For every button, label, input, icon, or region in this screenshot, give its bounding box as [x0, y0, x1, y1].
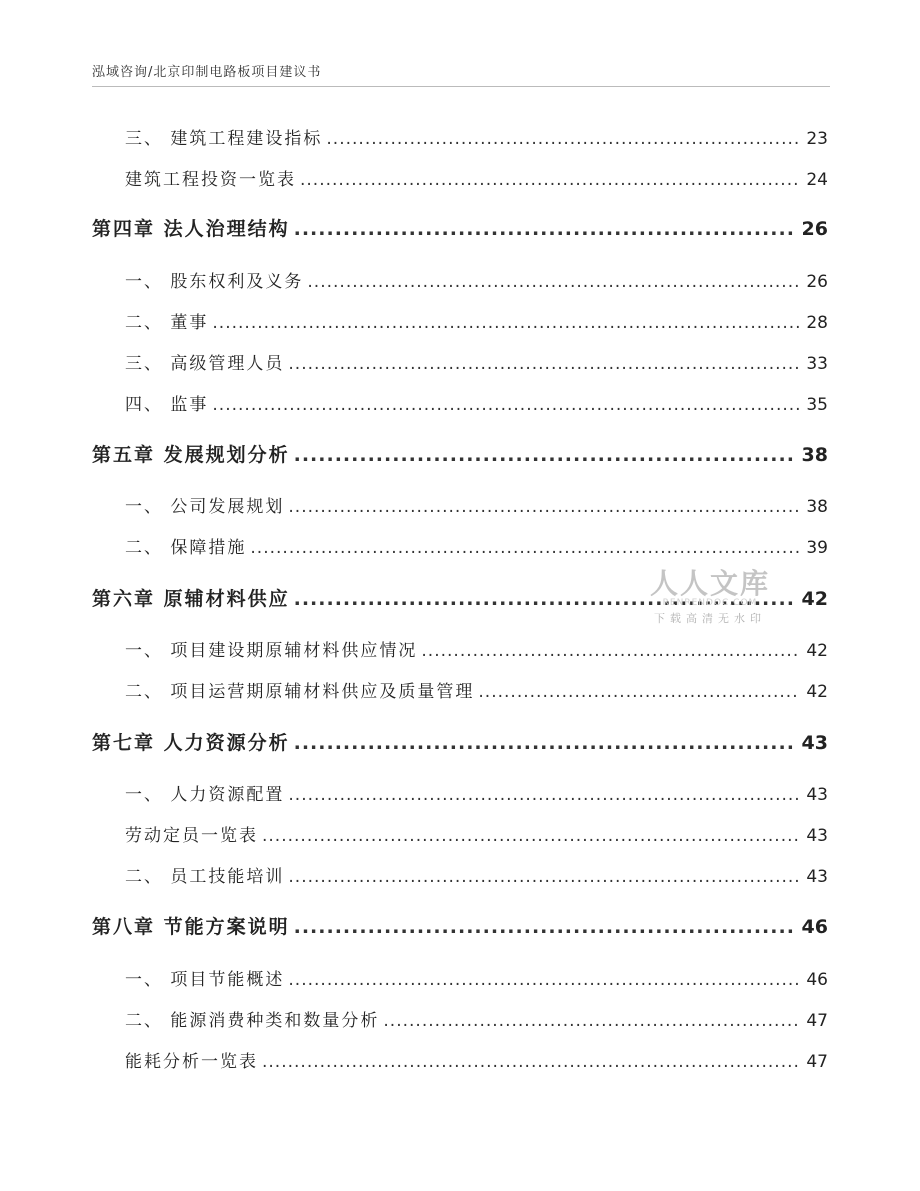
toc-entry-title: 四、 监事: [125, 395, 209, 415]
toc-chapter-page: 38: [801, 444, 828, 466]
toc-entry-title: 三、 建筑工程建设指标: [125, 129, 323, 149]
toc-entry-page: 43: [806, 826, 828, 846]
toc-entry-page: 33: [806, 354, 828, 374]
toc-chapter-title: 第四章 法人治理结构: [92, 218, 290, 240]
toc-entry-page: 43: [806, 867, 828, 887]
page-header: 泓域咨询/北京印制电路板项目建议书: [92, 65, 322, 80]
toc-leader: [294, 588, 796, 610]
toc-leader: [326, 129, 800, 149]
toc-leader: [383, 1011, 800, 1031]
toc-leader: [262, 1052, 800, 1072]
toc-entry-title: 二、 项目运营期原辅材料供应及质量管理: [125, 682, 475, 702]
toc-entry-page: 42: [806, 682, 828, 702]
toc-chapter-page: 26: [801, 218, 828, 240]
toc-leader: [307, 272, 800, 292]
toc-chapter[interactable]: [0, 584, 920, 611]
toc-entry[interactable]: [0, 124, 920, 149]
toc-chapter-page: 46: [801, 916, 828, 938]
toc-entry[interactable]: [0, 165, 920, 190]
watermark-tagline: 下载高清无水印: [654, 612, 766, 625]
toc-leader: [288, 867, 800, 887]
toc-entry-title: 二、 员工技能培训: [125, 867, 285, 887]
toc-entry-page: 46: [806, 970, 828, 990]
toc-entry-page: 35: [806, 395, 828, 415]
toc-entry[interactable]: [0, 821, 920, 846]
toc-entry-page: 23: [806, 129, 828, 149]
toc-entry[interactable]: [0, 1047, 920, 1072]
toc-entry-page: 24: [806, 170, 828, 190]
toc-leader: [262, 826, 800, 846]
toc-leader: [288, 970, 800, 990]
toc-entry[interactable]: [0, 862, 920, 887]
toc-entry-page: 28: [806, 313, 828, 333]
toc-entry-title: 一、 人力资源配置: [125, 785, 285, 805]
watermark-logo-text: 人人文库: [649, 567, 770, 600]
toc-chapter-title: 第七章 人力资源分析: [92, 732, 290, 754]
toc-entry[interactable]: [0, 349, 920, 374]
toc-entry[interactable]: [0, 390, 920, 415]
toc-entry[interactable]: [0, 308, 920, 333]
toc-entry-page: 38: [806, 497, 828, 517]
toc-entry-title: 一、 公司发展规划: [125, 497, 285, 517]
toc-entry-page: 42: [806, 641, 828, 661]
toc-chapter-title: 第五章 发展规划分析: [92, 444, 290, 466]
toc-entry[interactable]: [0, 267, 920, 292]
toc-entry-page: 47: [806, 1052, 828, 1072]
toc-chapter-title: 第六章 原辅材料供应: [92, 588, 290, 610]
toc-chapter[interactable]: [0, 728, 920, 755]
toc-leader: [212, 313, 800, 333]
toc-leader: [212, 395, 800, 415]
toc-leader: [288, 785, 800, 805]
toc-entry-page: 47: [806, 1011, 828, 1031]
toc-leader: [300, 170, 800, 190]
watermark-url: RENRENDOC.COM: [662, 598, 758, 608]
toc-entry[interactable]: [0, 780, 920, 805]
toc-entry-page: 39: [806, 538, 828, 558]
toc-entry[interactable]: [0, 533, 920, 558]
toc-entry-title: 二、 董事: [125, 313, 209, 333]
toc-entry[interactable]: [0, 492, 920, 517]
toc-entry-title: 一、 股东权利及义务: [125, 272, 304, 292]
toc-leader: [294, 916, 796, 938]
toc-leader: [478, 682, 800, 702]
toc-chapter-page: 43: [801, 732, 828, 754]
toc-chapter[interactable]: [0, 440, 920, 467]
toc-entry[interactable]: [0, 677, 920, 702]
toc-entry-page: 26: [806, 272, 828, 292]
toc-leader: [250, 538, 800, 558]
toc-entry-title: 二、 保障措施: [125, 538, 247, 558]
header-divider: [92, 86, 830, 87]
toc-entry-page: 43: [806, 785, 828, 805]
toc-leader: [294, 444, 796, 466]
toc-entry-title: 劳动定员一览表: [125, 826, 258, 846]
toc-entry-title: 建筑工程投资一览表: [125, 170, 296, 190]
toc-leader: [288, 354, 800, 374]
toc-entry-title: 二、 能源消费种类和数量分析: [125, 1011, 380, 1031]
toc-leader: [288, 497, 800, 517]
toc-chapter[interactable]: [0, 214, 920, 241]
toc-entry-title: 三、 高级管理人员: [125, 354, 285, 374]
toc-leader: [421, 641, 800, 661]
toc-chapter[interactable]: [0, 912, 920, 939]
toc-chapter-title: 第八章 节能方案说明: [92, 916, 290, 938]
toc-leader: [294, 732, 796, 754]
toc-entry-title: 一、 项目节能概述: [125, 970, 285, 990]
toc-entry-title: 一、 项目建设期原辅材料供应情况: [125, 641, 418, 661]
toc-chapter-page: 42: [801, 588, 828, 610]
toc-leader: [294, 218, 796, 240]
toc-entry[interactable]: [0, 965, 920, 990]
toc-entry[interactable]: [0, 1006, 920, 1031]
toc-entry-title: 能耗分析一览表: [125, 1052, 258, 1072]
toc-entry[interactable]: [0, 636, 920, 661]
